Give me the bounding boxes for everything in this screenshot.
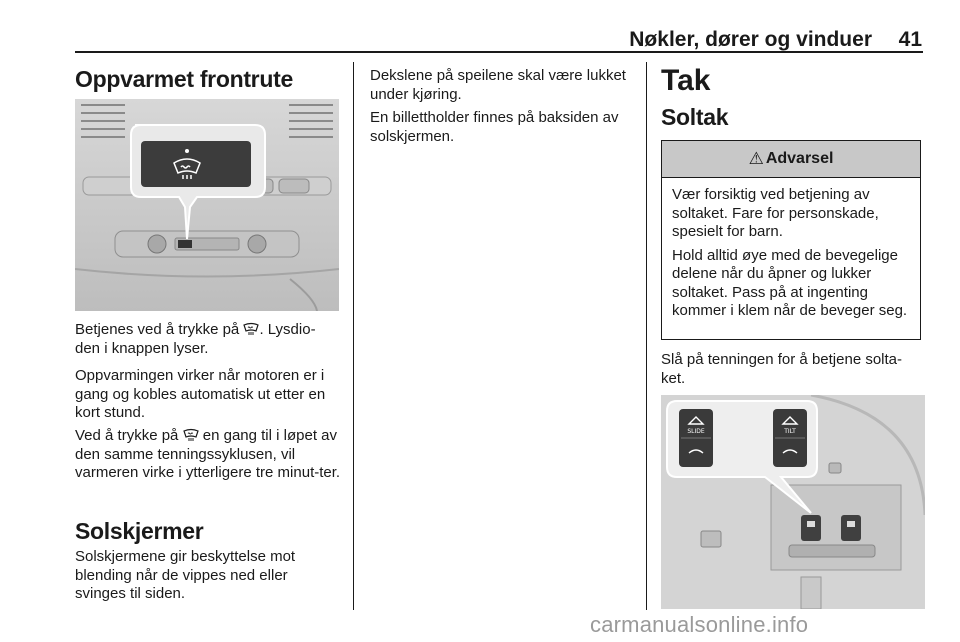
paragraph-operate-line2: den i knappen lyser.: [75, 339, 209, 357]
warning-title: Advarsel: [765, 150, 834, 167]
column-divider-1: [353, 62, 354, 610]
warning-header: [662, 141, 920, 178]
paragraph-operate: [75, 321, 353, 358]
subsection-heading-sunroof: Soltak: [661, 104, 729, 130]
tilt-switch-label: TILT: [784, 428, 796, 435]
section-heading-sun-visors: Solskjermer: [75, 518, 204, 544]
paragraph-ticket-holder: En billettholder finnes på baksiden av solskjermen.: [370, 109, 619, 145]
windscreen-heater-button-illustration: [75, 99, 339, 311]
paragraph-sun-visors: Solskjermene gir beskyttelse mot blending når de vippes ned eller svinges til siden.: [75, 548, 296, 602]
section-heading-roof: Tak: [661, 64, 711, 97]
paragraph-press-again-mid: en gang til i løpet: [202, 427, 317, 444]
page-number: 41: [898, 28, 922, 51]
warning-box: [661, 140, 921, 340]
header-rule: [75, 51, 923, 53]
section-heading-heated-windscreen: Oppvarmet frontrute: [75, 66, 293, 92]
watermark: carmanualsonline.info: [590, 612, 809, 637]
sunroof-switch-illustration: [661, 395, 925, 609]
paragraph-mirror-covers: Dekslene på speilene skal være lukket under kjøring.: [370, 67, 626, 103]
column-divider-2: [646, 62, 647, 610]
paragraph-press-again-start: Ved å trykke på: [75, 427, 179, 444]
paragraph-ignition: Slå på tenningen for å betjene solta-ket.: [661, 351, 903, 387]
windscreen-heater-icon: [243, 322, 259, 336]
paragraph-operate-text-start: Betjenes ved å trykke på: [75, 321, 240, 338]
paragraph-press-again: [75, 427, 350, 483]
page-header-title: Nøkler, dører og vinduer: [629, 28, 872, 51]
windscreen-heater-icon: [183, 428, 199, 442]
warning-paragraph-2: Hold alltid øye med de bevegelige delene når du åpner og lukker soltaket. Pass på at ingenting kommer i klem når de beveger seg.: [672, 246, 908, 319]
slide-switch-label: SLIDE: [687, 428, 705, 435]
warning-triangle-icon: ⚠: [748, 149, 764, 168]
warning-paragraph-1: Vær forsiktig ved betjening av soltaket. Fare for personskade, spesielt for barn.: [672, 186, 879, 240]
paragraph-press-again-rest: av den samme tenningssyklusen, vil varmeren virke i ytterligere tre minut-ter.: [75, 427, 341, 481]
paragraph-operate-text-end: . Lysdio-: [259, 321, 316, 338]
paragraph-heating-duration: Oppvarmingen virker når motoren er i gang og kobles automatisk ut etter en kort stund.: [75, 367, 326, 421]
